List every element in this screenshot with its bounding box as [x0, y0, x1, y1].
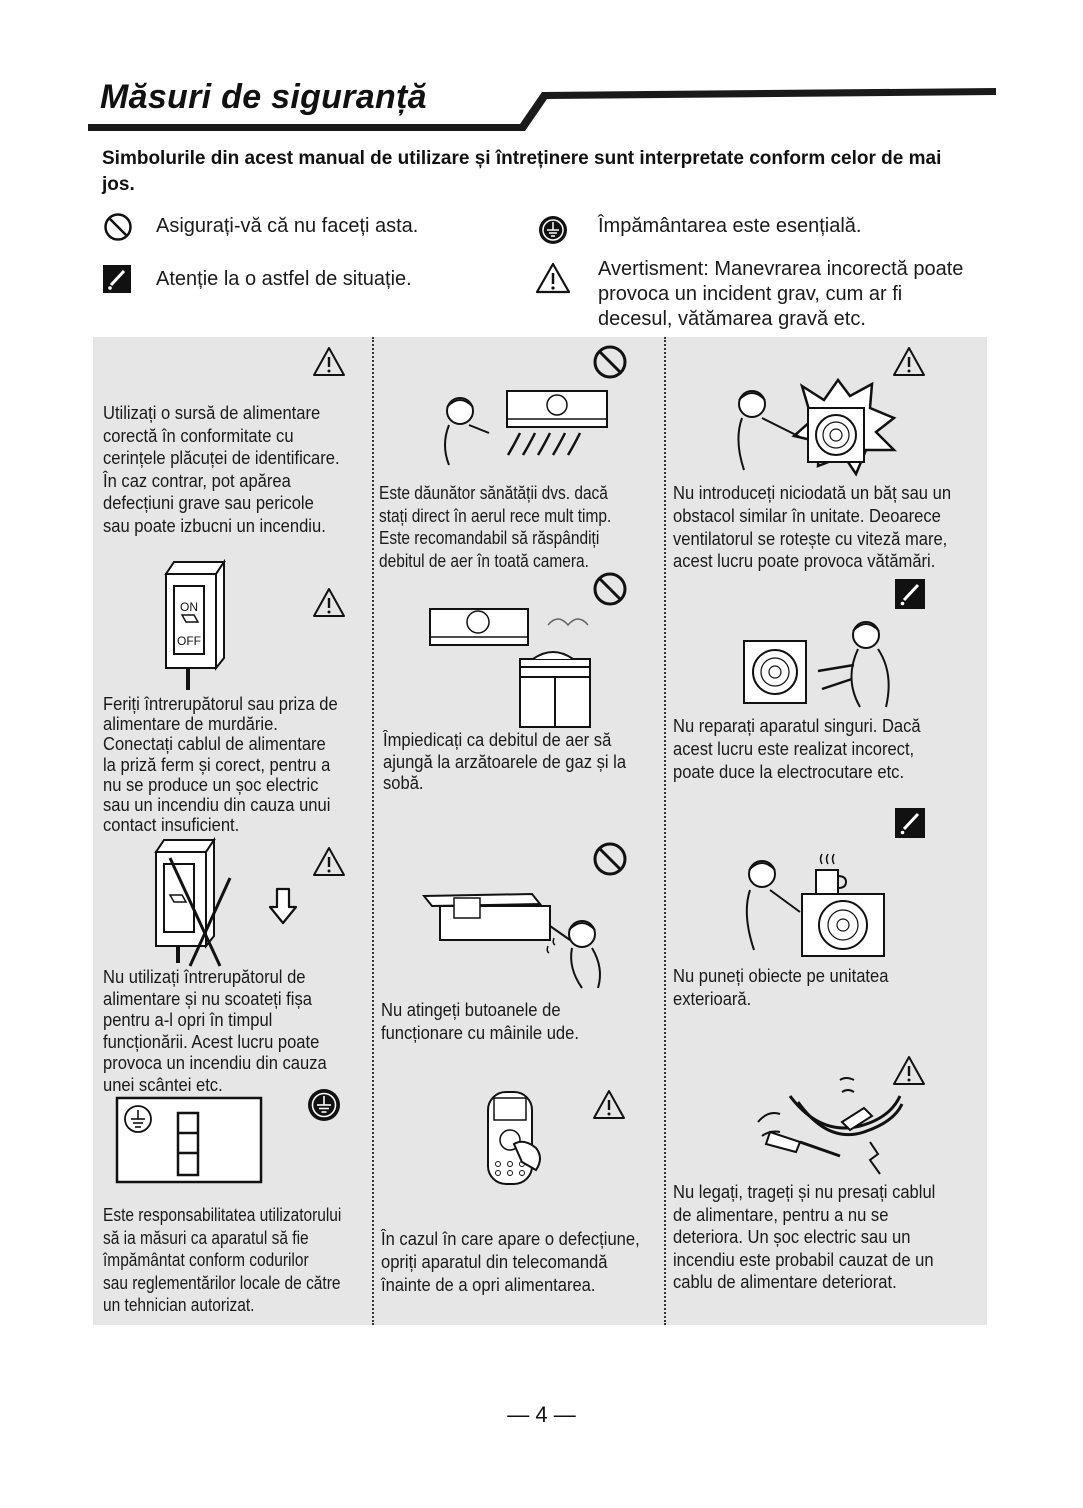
title-underline — [0, 0, 1083, 140]
page-title: Măsuri de siguranță — [100, 78, 427, 116]
col1-text-switch-dirt: Feriți întrerupătorul sau priza de alimentare de murdărie. Conectați cablul de alimentare la priză ferm și corect, pentru a nu se produce un șoc electric sau un incendiu din cauza unui contact insuficient. — [103, 694, 338, 836]
stick-in-unit-illustration — [732, 378, 917, 483]
down-arrow-icon — [268, 887, 298, 927]
col3-text-no-sticks: Nu introduceți niciodată un băț sau un obstacol similar în unitate. Deoarece ventilatorul se rotește cu viteză mare, acest lucru poate provoca vătămări. — [673, 483, 952, 572]
grounding-icon — [537, 214, 569, 246]
caution-icon — [895, 808, 925, 838]
legend-grounding-text: Împământarea este esențială. — [598, 215, 862, 237]
col2-text-remote-off: În cazul în care apare o defecțiune, opriți aparatul din telecomandă înainte de a opri alimentarea. — [381, 1229, 640, 1295]
col3-text-no-self-repair: Nu reparați aparatul singuri. Dacă acest lucru este realizat incorect, poate duce la electrocutare etc. — [673, 716, 921, 782]
remote-control-illustration — [484, 1088, 554, 1188]
objects-on-unit-illustration — [738, 850, 898, 960]
power-switch-illustration — [160, 560, 230, 690]
cold-air-illustration — [435, 385, 615, 480]
power-switch-crossed-illustration — [150, 838, 240, 968]
prohibition-icon — [103, 212, 133, 242]
switch-on-label: ON — [180, 600, 198, 614]
column-divider — [664, 337, 666, 1325]
gas-stove-illustration — [428, 605, 598, 730]
col1-text-grounding: Este responsabilitatea utilizatorului să ia măsuri ca aparatul să fie împământat conform codurilor sau reglementărilor locale de către un tehnician autorizat. — [103, 1205, 342, 1315]
col2-text-wet-hands: Nu atingeți butoanele de funcționare cu mâinile ude. — [381, 1000, 579, 1043]
grounding-box-illustration — [116, 1097, 266, 1187]
column-divider — [372, 337, 374, 1325]
col1-text-power-supply: Utilizați o sursă de alimentare corectă în conformitate cu cerințele plăcuței de identificare. În caz contrar, pot apărea defecțiuni grave sau pericole sau poate izbucni un incendiu. — [103, 403, 340, 536]
col2-text-gas-stove: Împiedicați ca debitul de aer să ajungă la arzătoarele de gaz și la sobă. — [383, 730, 627, 793]
self-repair-illustration — [738, 605, 908, 710]
damaged-cable-illustration — [750, 1072, 910, 1182]
prohibition-icon — [592, 841, 628, 877]
warning-icon — [592, 1089, 626, 1121]
legend-prohibition-text: Asigurați-vă că nu faceți asta. — [156, 215, 419, 237]
legend-warning-text: Avertisment: Manevrarea incorectă poate provoca un incident grav, cum ar fi decesul, vătămarea gravă etc. — [598, 258, 964, 330]
col3-text-no-objects: Nu puneți obiecte pe unitatea exterioară. — [673, 966, 889, 1009]
warning-icon — [535, 262, 571, 294]
grounding-icon — [306, 1087, 342, 1123]
warning-icon — [312, 587, 346, 619]
intro-text: Simbolurile din acest manual de utilizare și întreținere sunt interpretate conform celor de mai jos. — [102, 148, 942, 195]
col3-text-cable-damage: Nu legați, trageți și nu presați cablul de alimentare, pentru a nu se deteriora. Un șoc electric sau un incendiu este probabil cauzat de un cablu de alimentare deteriorat. — [673, 1182, 936, 1292]
wet-hands-illustration — [422, 890, 622, 990]
warning-icon — [312, 846, 346, 878]
prohibition-icon — [592, 344, 628, 380]
page-number: — 4 — — [507, 1402, 576, 1427]
warning-icon — [892, 346, 926, 378]
switch-off-label: OFF — [177, 634, 201, 648]
prohibition-icon — [592, 571, 628, 607]
legend-caution-text: Atenție la o astfel de situație. — [156, 268, 412, 290]
warning-icon — [312, 346, 346, 378]
col1-text-do-not-unplug: Nu utilizați întrerupătorul de alimentare și nu scoateți fișa pentru a-l opri în timpul funcționării. Acest lucru poate provoca un incendiu din cauza unei scântei etc. — [103, 967, 327, 1095]
caution-icon — [103, 265, 131, 293]
col2-text-cold-air: Este dăunător sănătății dvs. dacă stați direct în aerul rece mult timp. Este recomandabil să răspândiți debitul de aer în toată camera. — [379, 483, 612, 571]
